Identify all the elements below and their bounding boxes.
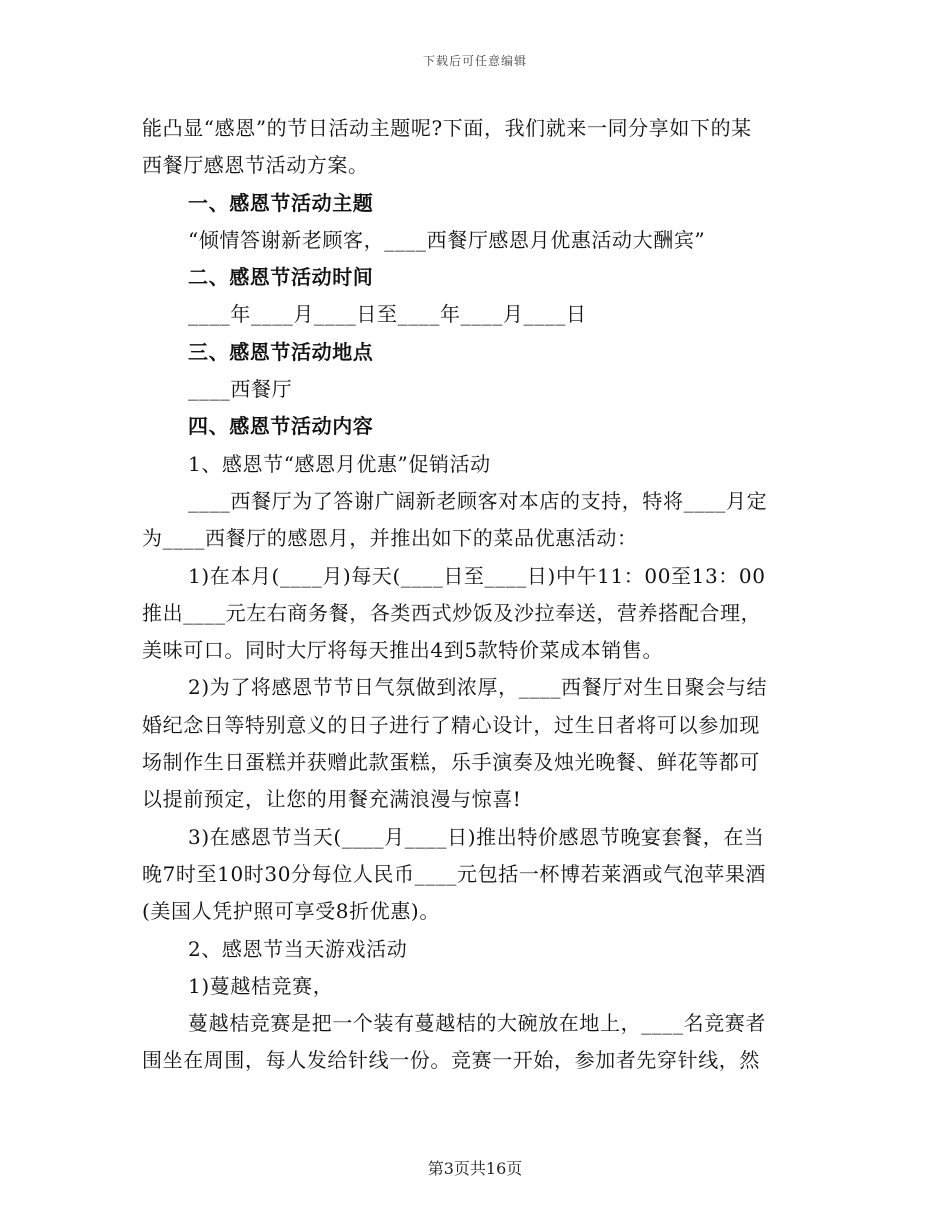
- body-line: ____西餐厅: [188, 377, 293, 402]
- body-line: 晚7时至10时30分每位人民币____元包括一杯博若莱酒或气泡苹果酒: [142, 861, 767, 886]
- body-line: 3)在感恩节当天(____月____日)推出特价感恩节晚宴套餐，在当: [188, 824, 765, 849]
- body-line: 西餐厅感恩节活动方案。: [142, 153, 369, 178]
- body-line: 美味可口。同时大厅将每天推出4到5款特价菜成本销售。: [142, 638, 664, 663]
- body-line: 1)蔓越桔竞赛，: [188, 973, 334, 998]
- body-line: ____西餐厅为了答谢广阔新老顾客对本店的支持，特将____月定: [188, 488, 768, 513]
- body-line: (美国人凭护照可享受8折优惠)。: [142, 899, 440, 924]
- page-footer: 第3页共16页: [427, 1159, 523, 1178]
- page-header: 下载后可任意编辑: [422, 54, 527, 68]
- body-line: 婚纪念日等特别意义的日子进行了精心设计，过生日者将可以参加现: [142, 712, 760, 737]
- subsection-heading: 2、感恩节当天游戏活动: [188, 936, 408, 961]
- section-heading: 一、感恩节活动主题: [188, 190, 374, 215]
- body-line: 能凸显“感恩”的节日活动主题呢?下面，我们就来一同分享如下的某: [142, 116, 752, 140]
- body-line: 围坐在周围，每人发给针线一份。竞赛一开始，参加者先穿针线，然: [142, 1048, 760, 1073]
- body-line: 蔓越桔竞赛是把一个装有蔓越桔的大碗放在地上，____名竞赛者: [188, 1011, 766, 1036]
- body-text: [142, 110, 812, 1080]
- section-heading: 三、感恩节活动地点: [188, 339, 374, 364]
- body-line: 场制作生日蛋糕并获赠此款蛋糕，乐手演奏及烛光晚餐、鲜花等都可: [142, 750, 760, 775]
- body-line: 推出____元左右商务餐，各类西式炒饭及沙拉奉送，营养搭配合理，: [142, 600, 762, 625]
- body-line: 以提前预定，让您的用餐充满浪漫与惊喜!: [142, 787, 522, 812]
- section-heading: 四、感恩节活动内容: [188, 414, 374, 439]
- body-line: 1)在本月(____月)每天(____日至____日)中午11：00至13：00: [188, 563, 766, 588]
- section-heading: 二、感恩节活动时间: [188, 265, 374, 290]
- body-line: 2)为了将感恩节节日气氛做到浓厚，____西餐厅对生日聚会与结: [188, 675, 768, 700]
- subsection-heading: 1、感恩节“感恩月优惠”促销活动: [188, 451, 491, 476]
- body-line: 为____西餐厅的感恩月，并推出如下的菜品优惠活动：: [142, 526, 638, 551]
- body-line: ____年____月____日至____年____月____日: [188, 302, 587, 327]
- body-line: “倾情答谢新老顾客，____西餐厅感恩月优惠活动大酬宾”: [188, 227, 706, 252]
